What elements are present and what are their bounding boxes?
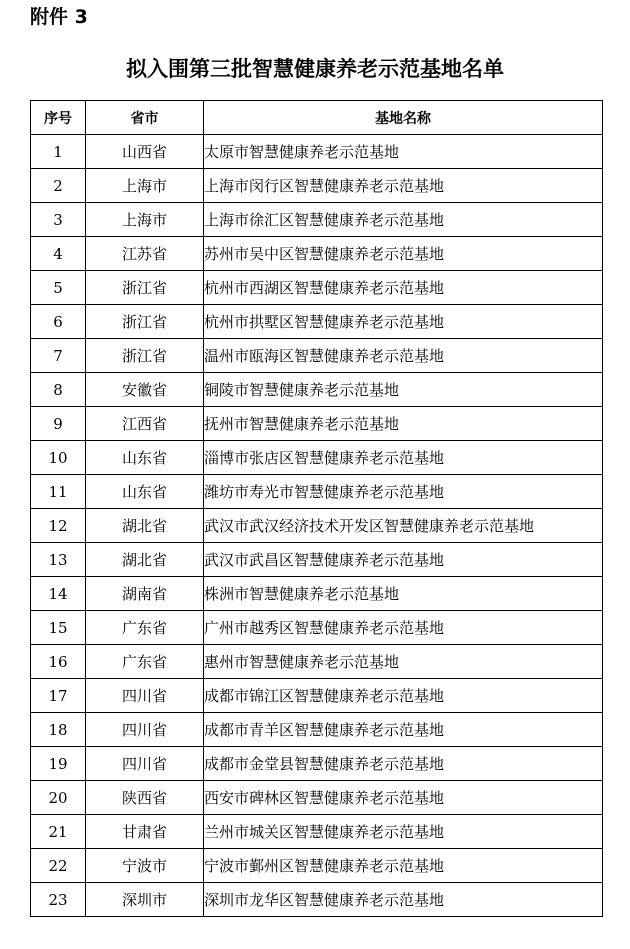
table-row — [31, 135, 603, 169]
row-number: 20 — [31, 781, 86, 815]
row-number: 17 — [31, 679, 86, 713]
row-base-name: 抚州市智慧健康养老示范基地 — [204, 407, 603, 441]
row-base-name: 武汉市武汉经济技术开发区智慧健康养老示范基地 — [204, 509, 603, 543]
row-base-name: 淄博市张店区智慧健康养老示范基地 — [204, 441, 603, 475]
table-row — [31, 781, 603, 815]
table-body — [31, 135, 603, 917]
row-base-name: 杭州市西湖区智慧健康养老示范基地 — [204, 271, 603, 305]
header-number: 序号 — [31, 101, 86, 135]
row-number: 7 — [31, 339, 86, 373]
row-province: 浙江省 — [86, 271, 204, 305]
row-base-name: 宁波市鄞州区智慧健康养老示范基地 — [204, 849, 603, 883]
row-base-name: 成都市青羊区智慧健康养老示范基地 — [204, 713, 603, 747]
row-number: 12 — [31, 509, 86, 543]
table-row — [31, 305, 603, 339]
row-province: 甘肃省 — [86, 815, 204, 849]
row-province: 山东省 — [86, 441, 204, 475]
row-province: 上海市 — [86, 169, 204, 203]
row-province: 广东省 — [86, 645, 204, 679]
row-province: 四川省 — [86, 747, 204, 781]
table-row — [31, 747, 603, 781]
row-province: 山西省 — [86, 135, 204, 169]
row-base-name: 铜陵市智慧健康养老示范基地 — [204, 373, 603, 407]
row-province: 四川省 — [86, 679, 204, 713]
row-base-name: 温州市瓯海区智慧健康养老示范基地 — [204, 339, 603, 373]
table-header-row — [31, 101, 603, 135]
document-title: 拟入围第三批智慧健康养老示范基地名单 — [126, 57, 504, 81]
table-row — [31, 679, 603, 713]
table-row — [31, 509, 603, 543]
row-number: 15 — [31, 611, 86, 645]
row-province: 湖北省 — [86, 543, 204, 577]
row-number: 21 — [31, 815, 86, 849]
row-province: 深圳市 — [86, 883, 204, 917]
row-number: 3 — [31, 203, 86, 237]
row-province: 浙江省 — [86, 305, 204, 339]
row-number: 9 — [31, 407, 86, 441]
demonstration-bases-table — [30, 100, 603, 917]
row-province: 安徽省 — [86, 373, 204, 407]
row-base-name: 广州市越秀区智慧健康养老示范基地 — [204, 611, 603, 645]
table-row — [31, 611, 603, 645]
row-province: 上海市 — [86, 203, 204, 237]
row-base-name: 西安市碑林区智慧健康养老示范基地 — [204, 781, 603, 815]
row-province: 湖北省 — [86, 509, 204, 543]
row-province: 宁波市 — [86, 849, 204, 883]
row-base-name: 太原市智慧健康养老示范基地 — [204, 135, 603, 169]
row-base-name: 兰州市城关区智慧健康养老示范基地 — [204, 815, 603, 849]
row-base-name: 杭州市拱墅区智慧健康养老示范基地 — [204, 305, 603, 339]
row-province: 浙江省 — [86, 339, 204, 373]
row-base-name: 惠州市智慧健康养老示范基地 — [204, 645, 603, 679]
row-base-name: 深圳市龙华区智慧健康养老示范基地 — [204, 883, 603, 917]
row-base-name: 上海市徐汇区智慧健康养老示范基地 — [204, 203, 603, 237]
row-number: 6 — [31, 305, 86, 339]
table-row — [31, 815, 603, 849]
table-row — [31, 339, 603, 373]
row-number: 1 — [31, 135, 86, 169]
table-row — [31, 407, 603, 441]
row-province: 江西省 — [86, 407, 204, 441]
row-base-name: 成都市金堂县智慧健康养老示范基地 — [204, 747, 603, 781]
row-number: 19 — [31, 747, 86, 781]
table-row — [31, 203, 603, 237]
row-number: 8 — [31, 373, 86, 407]
row-province: 四川省 — [86, 713, 204, 747]
row-number: 11 — [31, 475, 86, 509]
attachment-label: 附件 3 — [30, 6, 88, 28]
table-row — [31, 271, 603, 305]
table-row — [31, 543, 603, 577]
row-number: 18 — [31, 713, 86, 747]
table-row — [31, 883, 603, 917]
table-row — [31, 577, 603, 611]
row-province: 山东省 — [86, 475, 204, 509]
header-province: 省市 — [86, 101, 204, 135]
table-row — [31, 849, 603, 883]
table-row — [31, 237, 603, 271]
row-number: 23 — [31, 883, 86, 917]
row-province: 湖南省 — [86, 577, 204, 611]
row-number: 16 — [31, 645, 86, 679]
row-number: 4 — [31, 237, 86, 271]
row-base-name: 上海市闵行区智慧健康养老示范基地 — [204, 169, 603, 203]
row-number: 22 — [31, 849, 86, 883]
row-number: 2 — [31, 169, 86, 203]
row-base-name: 武汉市武昌区智慧健康养老示范基地 — [204, 543, 603, 577]
row-base-name: 潍坊市寿光市智慧健康养老示范基地 — [204, 475, 603, 509]
row-base-name: 成都市锦江区智慧健康养老示范基地 — [204, 679, 603, 713]
row-province: 广东省 — [86, 611, 204, 645]
row-number: 14 — [31, 577, 86, 611]
row-base-name: 苏州市吴中区智慧健康养老示范基地 — [204, 237, 603, 271]
table-row — [31, 373, 603, 407]
table-row — [31, 645, 603, 679]
header-base-name: 基地名称 — [204, 101, 603, 135]
row-base-name: 株洲市智慧健康养老示范基地 — [204, 577, 603, 611]
row-number: 13 — [31, 543, 86, 577]
row-province: 江苏省 — [86, 237, 204, 271]
row-province: 陕西省 — [86, 781, 204, 815]
table-row — [31, 713, 603, 747]
table-row — [31, 441, 603, 475]
row-number: 5 — [31, 271, 86, 305]
table-row — [31, 169, 603, 203]
table-row — [31, 475, 603, 509]
row-number: 10 — [31, 441, 86, 475]
